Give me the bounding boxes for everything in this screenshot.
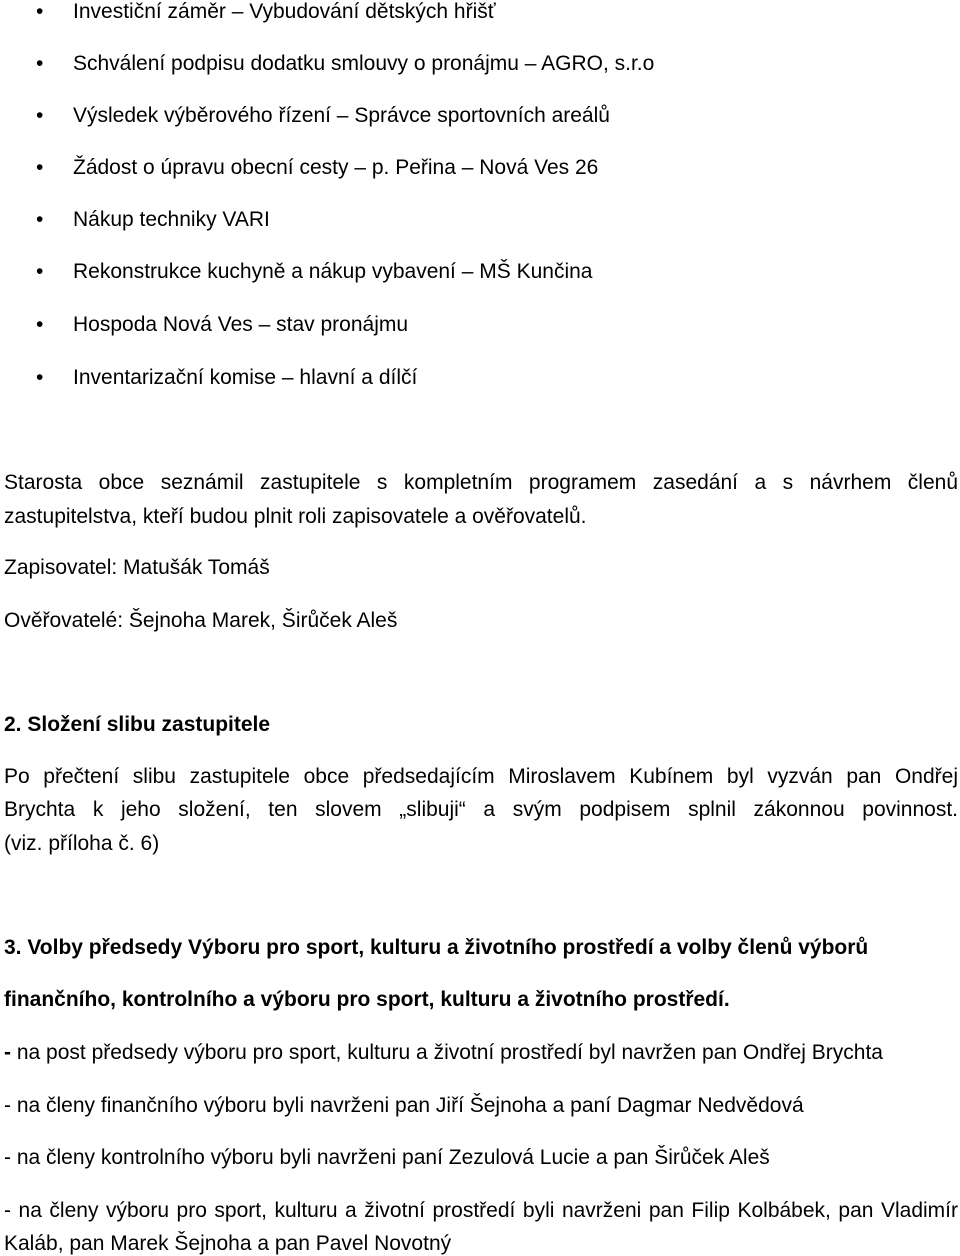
section-3-heading: 3. Volby předsedy Výboru pro sport, kulturu a životního prostředí a volby členů výborů [4,936,869,959]
agenda-item-text: Výsledek výběrového řízení – Správce sportovních areálů [73,104,610,127]
agenda-item-text: Hospoda Nová Ves – stav pronájmu [73,313,409,336]
bullet-icon [36,0,73,24]
agenda-item [36,104,610,128]
agenda-item [36,52,654,76]
section-3-heading: finančního, kontrolního a výboru pro sport, kulturu a životního prostředí. [4,988,730,1011]
agenda-item [36,156,598,180]
intro-line: zastupitelstva, kteří budou plnit roli zapisovatele a ověřovatelů. [4,505,587,528]
section-2-heading: 2. Složení slibu zastupitele [4,713,271,736]
bullet-icon [36,52,73,76]
nomination-item: - na členy kontrolního výboru byli navrženi paní Zezulová Lucie a pan Širůček Aleš [4,1146,770,1169]
bullet-icon [36,260,73,284]
recorder-text: Zapisovatel: Matušák Tomáš [4,556,270,579]
nomination-text: na post předsedy výboru pro sport, kulturu a životní prostředí byl navržen pan Ondřej Brychta [16,1041,883,1064]
agenda-item [36,260,592,284]
dash-marker: - [4,1041,11,1064]
agenda-item [36,313,408,337]
bullet-icon [36,366,73,390]
agenda-item [36,208,270,232]
bullet-icon [36,208,73,232]
agenda-item-text: Inventarizační komise – hlavní a dílčí [73,366,418,389]
verifiers-text: Ověřovatelé: Šejnoha Marek, Širůček Aleš [4,609,398,632]
section-2-line: Po přečtení slibu zastupitele obce předsedajícím Miroslavem Kubínem byl vyzván pan Ondřej [4,765,958,788]
agenda-item-text: Schválení podpisu dodatku smlouvy o pronájmu – AGRO, s.r.o [73,52,655,75]
agenda-item-text: Žádost o úpravu obecní cesty – p. Peřina – Nová Ves 26 [73,156,599,179]
nomination-item: - na členy finančního výboru byli navrženi pan Jiří Šejnoha a paní Dagmar Nedvědová [4,1094,804,1117]
nomination-item-continuation: Kaláb, pan Marek Šejnoha a pan Pavel Novotný [4,1232,452,1255]
bullet-icon [36,156,73,180]
section-2-line: (viz. příloha č. 6) [4,832,160,855]
section-2-line: Brychta k jeho složení, ten slovem „slibuji“ a svým podpisem splnil zákonnou povinnost. [4,798,958,821]
agenda-item [36,366,417,390]
intro-line: Starosta obce seznámil zastupitele s kompletním programem zasedání a s návrhem členů [4,471,958,494]
agenda-item-text: Rekonstrukce kuchyně a nákup vybavení – MŠ Kunčina [73,260,593,283]
nomination-item: - na členy výboru pro sport, kulturu a životní prostředí byli navrženi pan Filip Kolbábek, pan Vladimír [4,1199,958,1222]
agenda-item-text: Nákup techniky VARI [73,208,270,231]
bullet-icon [36,104,73,128]
agenda-item [36,0,496,24]
bullet-icon [36,313,73,337]
agenda-item-text: Investiční záměr – Vybudování dětských hřišť [73,0,496,23]
nomination-item [4,1041,958,1065]
